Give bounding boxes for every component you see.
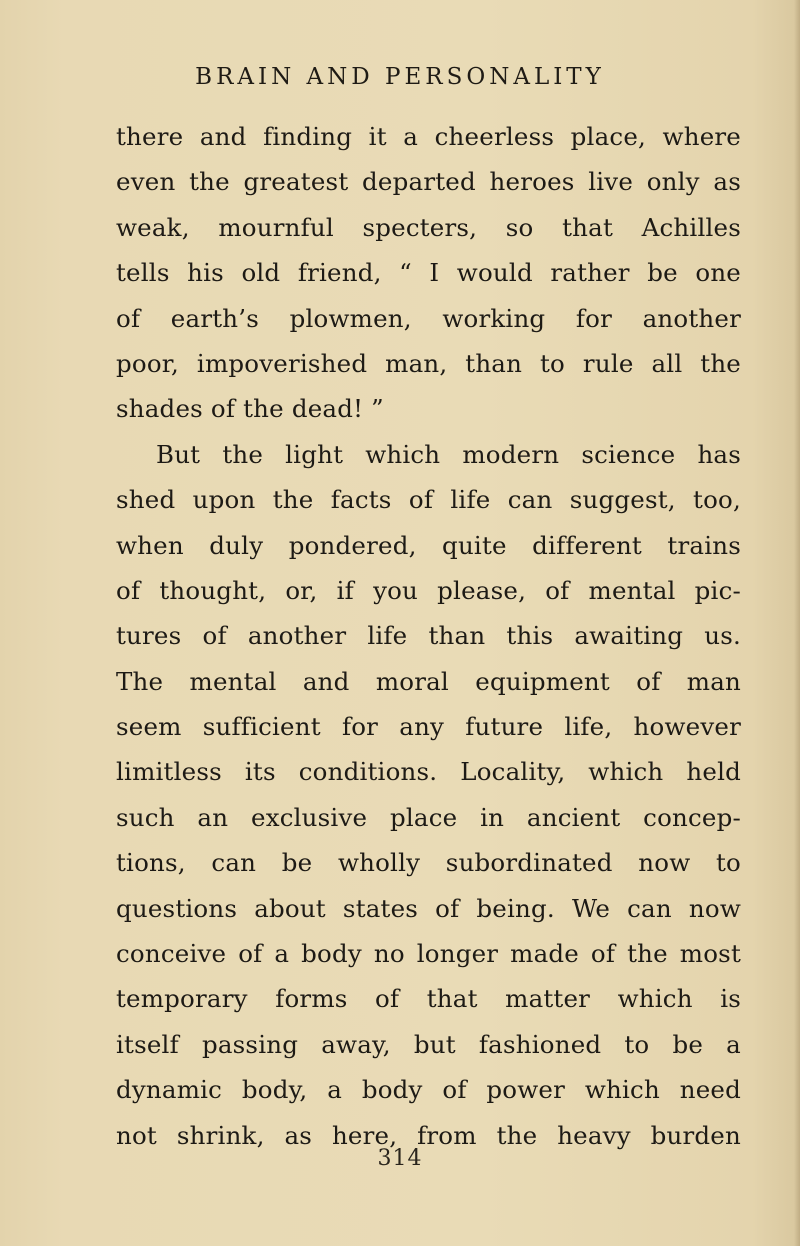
- text-line: even the greatest departed heroes live only as: [116, 167, 741, 197]
- text-line: The mental and moral equipment of man: [116, 666, 741, 696]
- text-line: But the light which modern science has: [156, 439, 741, 469]
- text-line: temporary forms of that matter which is: [116, 984, 741, 1014]
- text-line: not shrink, as here, from the heavy burden: [116, 1120, 741, 1150]
- running-head: BRAIN AND PERSONALITY: [195, 64, 605, 90]
- text-line: tures of another life than this awaiting us.: [116, 621, 741, 651]
- text-line: itself passing away, but fashioned to be a: [116, 1029, 741, 1059]
- text-line: tells his old friend, “ I would rather be one: [116, 258, 741, 288]
- text-line: when duly pondered, quite different trains: [116, 530, 741, 560]
- text-line: poor, impoverished man, than to rule all the: [116, 348, 741, 378]
- text-line: seem sufficient for any future life, however: [116, 712, 741, 742]
- text-line: dynamic body, a body of power which need: [116, 1075, 741, 1105]
- text-line: of earth’s plowmen, working for another: [116, 303, 741, 333]
- page-number: 314: [377, 1146, 423, 1171]
- text-line: conceive of a body no longer made of the most: [116, 939, 741, 969]
- body-text: [116, 114, 741, 1158]
- text-line: there and finding it a cheerless place, where: [116, 122, 741, 151]
- page-edge-shadow: [794, 0, 800, 1246]
- text-line: of thought, or, if you please, of mental pic-: [116, 575, 741, 605]
- text-line: weak, mournful specters, so that Achilles: [116, 212, 741, 242]
- text-line: shed upon the facts of life can suggest, too,: [116, 485, 741, 515]
- text-line: questions about states of being. We can now: [116, 893, 741, 923]
- text-line: limitless its conditions. Locality, which held: [116, 757, 741, 787]
- text-line: such an exclusive place in ancient concep-: [116, 802, 741, 832]
- text-line: tions, can be wholly subordinated now to: [116, 848, 741, 878]
- text-line: shades of the dead! ”: [116, 394, 384, 424]
